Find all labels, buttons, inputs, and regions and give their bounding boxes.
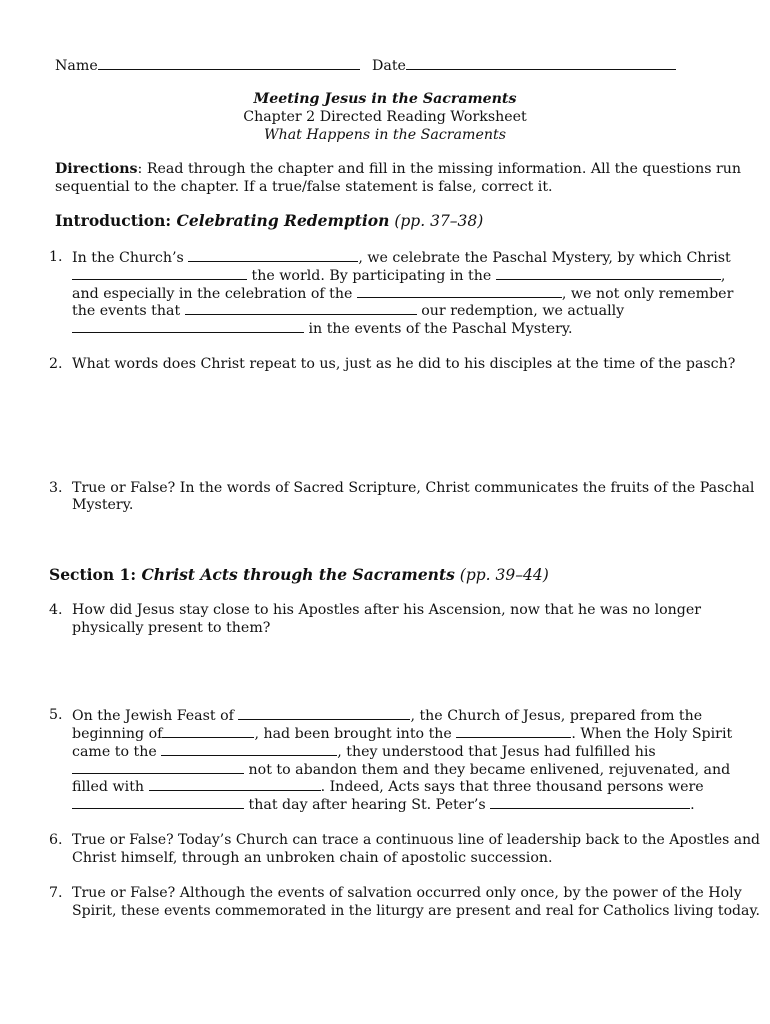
q1-blank-4[interactable] bbox=[357, 285, 562, 298]
q5-line-3: came to the , they understood that Jesus had fulfilled his bbox=[72, 744, 656, 760]
q4-line-1: How did Jesus stay close to his Apostles after his Ascension, now that he was no longer bbox=[72, 602, 702, 618]
question-number: 5. bbox=[49, 707, 63, 723]
q7-line-2: Spirit, these events commemorated in the liturgy are present and real for Catholics living today. bbox=[72, 903, 760, 919]
date-blank[interactable] bbox=[406, 57, 676, 70]
q7-line-1: True or False? Although the events of salvation occurred only once, by the power of the Holy bbox=[72, 885, 742, 901]
q1-line-3: and especially in the celebration of the , we not only remember bbox=[72, 286, 734, 302]
name-blank[interactable] bbox=[98, 57, 360, 70]
q5-blank-4[interactable] bbox=[161, 743, 337, 756]
q1-blank-2[interactable] bbox=[72, 267, 247, 280]
q5-blank-5[interactable] bbox=[72, 761, 244, 774]
date-label: Date bbox=[372, 58, 406, 74]
q5-line-2: beginning of , had been brought into the . When the Holy Spirit bbox=[72, 726, 733, 742]
q2-text: What words does Christ repeat to us, just as he did to his disciples at the time of the pasch? bbox=[72, 356, 736, 372]
q5-blank-1[interactable] bbox=[238, 707, 410, 720]
q1-line-1: In the Church’s , we celebrate the Paschal Mystery, by which Christ bbox=[72, 250, 731, 266]
question-number: 7. bbox=[49, 885, 63, 901]
q5-blank-8[interactable] bbox=[490, 796, 690, 809]
worksheet-title: Meeting Jesus in the Sacraments bbox=[253, 91, 517, 107]
q1-blank-6[interactable] bbox=[72, 320, 304, 333]
q5-blank-3[interactable] bbox=[456, 725, 571, 738]
q1-line-2: the world. By participating in the , bbox=[72, 267, 725, 286]
q4-line-2: physically present to them? bbox=[72, 620, 271, 636]
directions-line-2: sequential to the chapter. If a true/false statement is false, correct it. bbox=[55, 179, 553, 195]
q1-line-4: the events that our redemption, we actually bbox=[72, 303, 625, 319]
q5-blank-6[interactable] bbox=[149, 778, 321, 791]
intro-heading: Introduction: Celebrating Redemption (pp. 37–38) bbox=[55, 211, 484, 230]
q6-line-2: Christ himself, through an unbroken chain of apostolic succession. bbox=[72, 850, 553, 866]
question-number: 3. bbox=[49, 480, 63, 496]
worksheet-topic: What Happens in the Sacraments bbox=[264, 127, 506, 143]
worksheet-subtitle: Chapter 2 Directed Reading Worksheet bbox=[243, 109, 527, 125]
section-1-heading: Section 1: Christ Acts through the Sacraments (pp. 39–44) bbox=[49, 565, 549, 584]
q5-line-1: On the Jewish Feast of , the Church of Jesus, prepared from the bbox=[72, 708, 703, 724]
q3-line-2: Mystery. bbox=[72, 497, 134, 513]
q1-line-5: in the events of the Paschal Mystery. bbox=[72, 320, 573, 339]
directions-line-1: Directions: Read through the chapter and fill in the missing information. All the questions run bbox=[55, 161, 742, 177]
q5-blank-7[interactable] bbox=[72, 796, 244, 809]
name-row bbox=[55, 57, 360, 76]
q3-line-1: True or False? In the words of Sacred Scripture, Christ communicates the fruits of the Paschal bbox=[72, 480, 755, 496]
q5-blank-2[interactable] bbox=[162, 725, 254, 738]
q1-blank-5[interactable] bbox=[185, 302, 417, 315]
q1-blank-1[interactable] bbox=[188, 249, 358, 262]
directions-label: Directions bbox=[55, 161, 138, 177]
q5-line-5: filled with . Indeed, Acts says that three thousand persons were bbox=[72, 779, 704, 795]
name-label: Name bbox=[55, 58, 98, 74]
question-number: 6. bbox=[49, 832, 63, 848]
question-number: 4. bbox=[49, 602, 63, 618]
q5-line-6: that day after hearing St. Peter’s . bbox=[72, 796, 695, 815]
q6-line-1: True or False? Today’s Church can trace a continuous line of leadership back to the Apostles and bbox=[72, 832, 760, 848]
q5-line-4: not to abandon them and they became enlivened, rejuvenated, and bbox=[72, 761, 730, 780]
date-row bbox=[372, 57, 676, 76]
q1-blank-3[interactable] bbox=[496, 267, 721, 280]
question-number: 1. bbox=[49, 249, 63, 265]
question-number: 2. bbox=[49, 356, 63, 372]
